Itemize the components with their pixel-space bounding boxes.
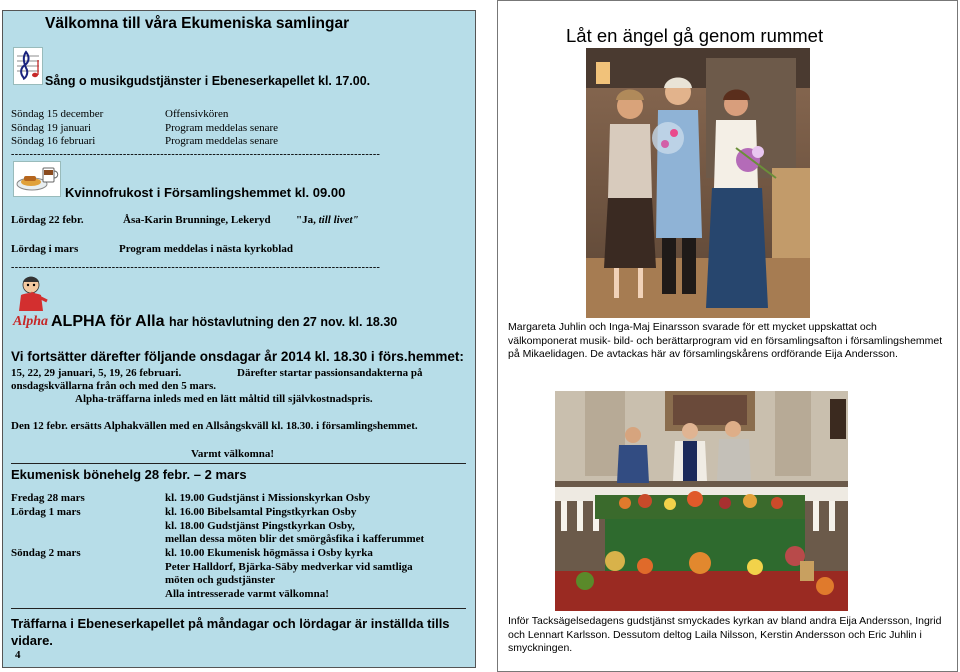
- prayer-text-8: Alla intresserade varmt välkomna!: [165, 588, 329, 600]
- breakfast-icon: [13, 161, 61, 197]
- article-title: Låt en ängel gå genom rummet: [566, 25, 824, 46]
- breakfast-date-1: Lördag 22 febr.: [11, 214, 84, 226]
- breakfast-info-2: Program meddelas i nästa kyrkoblad: [119, 243, 293, 255]
- divider-dashes-2: ---------------------------------------------------------------------------------------------------: [11, 262, 381, 273]
- alpha-continue: Vi fortsätter därefter följande onsdagar år 2014 kl. 18.30 i förs.hemmet:: [11, 349, 464, 364]
- alpha-after: Därefter startar passionsandakterna på: [237, 367, 423, 379]
- caption-2: Inför Tacksägelsedagens gudstjänst smyckades kyrkan av bland andra Eija Andersson, Ingrid och Lennart Karlsson. Dessutom deltog Laila Nilsson, Kerstin Andersson och Eric Juhlin i smyckningen.: [508, 615, 942, 654]
- caption-1: Margareta Juhlin och Inga-Maj Einarsson svarade för ett mycket uppskattat och välkomponerat musik- bild- och berättarprogram vid en församlingsafton i församlingshemmet på Mikaelidagen. De avtackas här av församlingskårens ordförande Eija Andersson.: [508, 321, 943, 360]
- prayer-day-2: Lördag 1 mars: [11, 506, 81, 518]
- prayer-text-6: Peter Halldorf, Bjärka-Säby medverkar vid samtliga: [165, 561, 413, 573]
- prayer-day-1: Fredag 28 mars: [11, 492, 85, 504]
- alpha-replace: Den 12 febr. ersätts Alphakvällen med en Allsångskväll kl. 18.30. i församlingshemmet.: [11, 420, 418, 432]
- prayer-text-7: möten och gudstjänster: [165, 574, 275, 586]
- alpha-meals: Alpha-träffarna inleds med en lätt måltid till självkostnadspris.: [75, 393, 373, 405]
- prayer-heading: Ekumenisk bönehelg 28 febr. – 2 mars: [11, 467, 247, 482]
- breakfast-speaker: Åsa-Karin Brunninge, Lekeryd: [123, 214, 271, 226]
- music-date-3: Söndag 16 februari: [11, 135, 96, 147]
- prayer-text-5: kl. 10.00 Ekumenisk högmässa i Osby kyrka: [165, 547, 373, 559]
- prayer-day-5: Söndag 2 mars: [11, 547, 81, 559]
- photo-three-women: [586, 48, 810, 318]
- footer-note-2: vidare.: [11, 633, 53, 648]
- photo-harvest-decoration: [555, 391, 848, 611]
- music-note-icon: [13, 47, 43, 85]
- breakfast-heading: Kvinnofrukost i Församlingshemmet kl. 09.00: [65, 185, 346, 200]
- music-info-3: Program meddelas senare: [165, 135, 279, 147]
- right-panel: [497, 0, 958, 672]
- alpha-dates: 15, 22, 29 januari, 5, 19, 26 februari.: [11, 367, 182, 379]
- alpha-logo-text: Alpha: [13, 314, 49, 329]
- music-info-1: Offensivkören: [165, 108, 229, 120]
- divider-dashes: ---------------------------------------------------------------------------------------------------: [11, 149, 381, 160]
- page-number: 4: [15, 649, 21, 661]
- section-divider: [11, 463, 466, 464]
- music-date-2: Söndag 19 januari: [11, 122, 92, 134]
- alpha-heading: ALPHA för Alla har höstavlutning den 27 nov. kl. 18.30: [51, 313, 398, 330]
- alpha-logo: [11, 273, 51, 329]
- alpha-welcome: Varmt välkomna!: [191, 448, 275, 460]
- left-panel: [2, 10, 476, 668]
- prayer-text-2: kl. 16.00 Bibelsamtal Pingstkyrkan Osby: [165, 506, 357, 518]
- prayer-text-3: kl. 18.00 Gudstjänst Pingstkyrkan Osby,: [165, 520, 355, 532]
- prayer-text-4: mellan dessa möten blir det smörgåsfika i kafferummet: [165, 533, 425, 545]
- breakfast-date-2: Lördag i mars: [11, 243, 79, 255]
- prayer-text-1: kl. 19.00 Gudstjänst i Missionskyrkan Osby: [165, 492, 371, 504]
- page-title: Välkomna till våra Ekumeniska samlingar: [45, 15, 350, 32]
- section-divider-2: [11, 608, 466, 609]
- breakfast-quote: "Ja, till livet": [296, 214, 359, 226]
- music-date-1: Söndag 15 december: [11, 108, 104, 120]
- footer-note-1: Träffarna i Ebeneserkapellet på måndagar och lördagar är inställda tills: [11, 616, 450, 631]
- music-heading: Sång o musikgudstjänster i Ebeneserkapellet kl. 17.00.: [45, 74, 371, 88]
- music-info-2: Program meddelas senare: [165, 122, 279, 134]
- alpha-evenings: onsdagskvällarna från och med den 5 mars.: [11, 380, 217, 392]
